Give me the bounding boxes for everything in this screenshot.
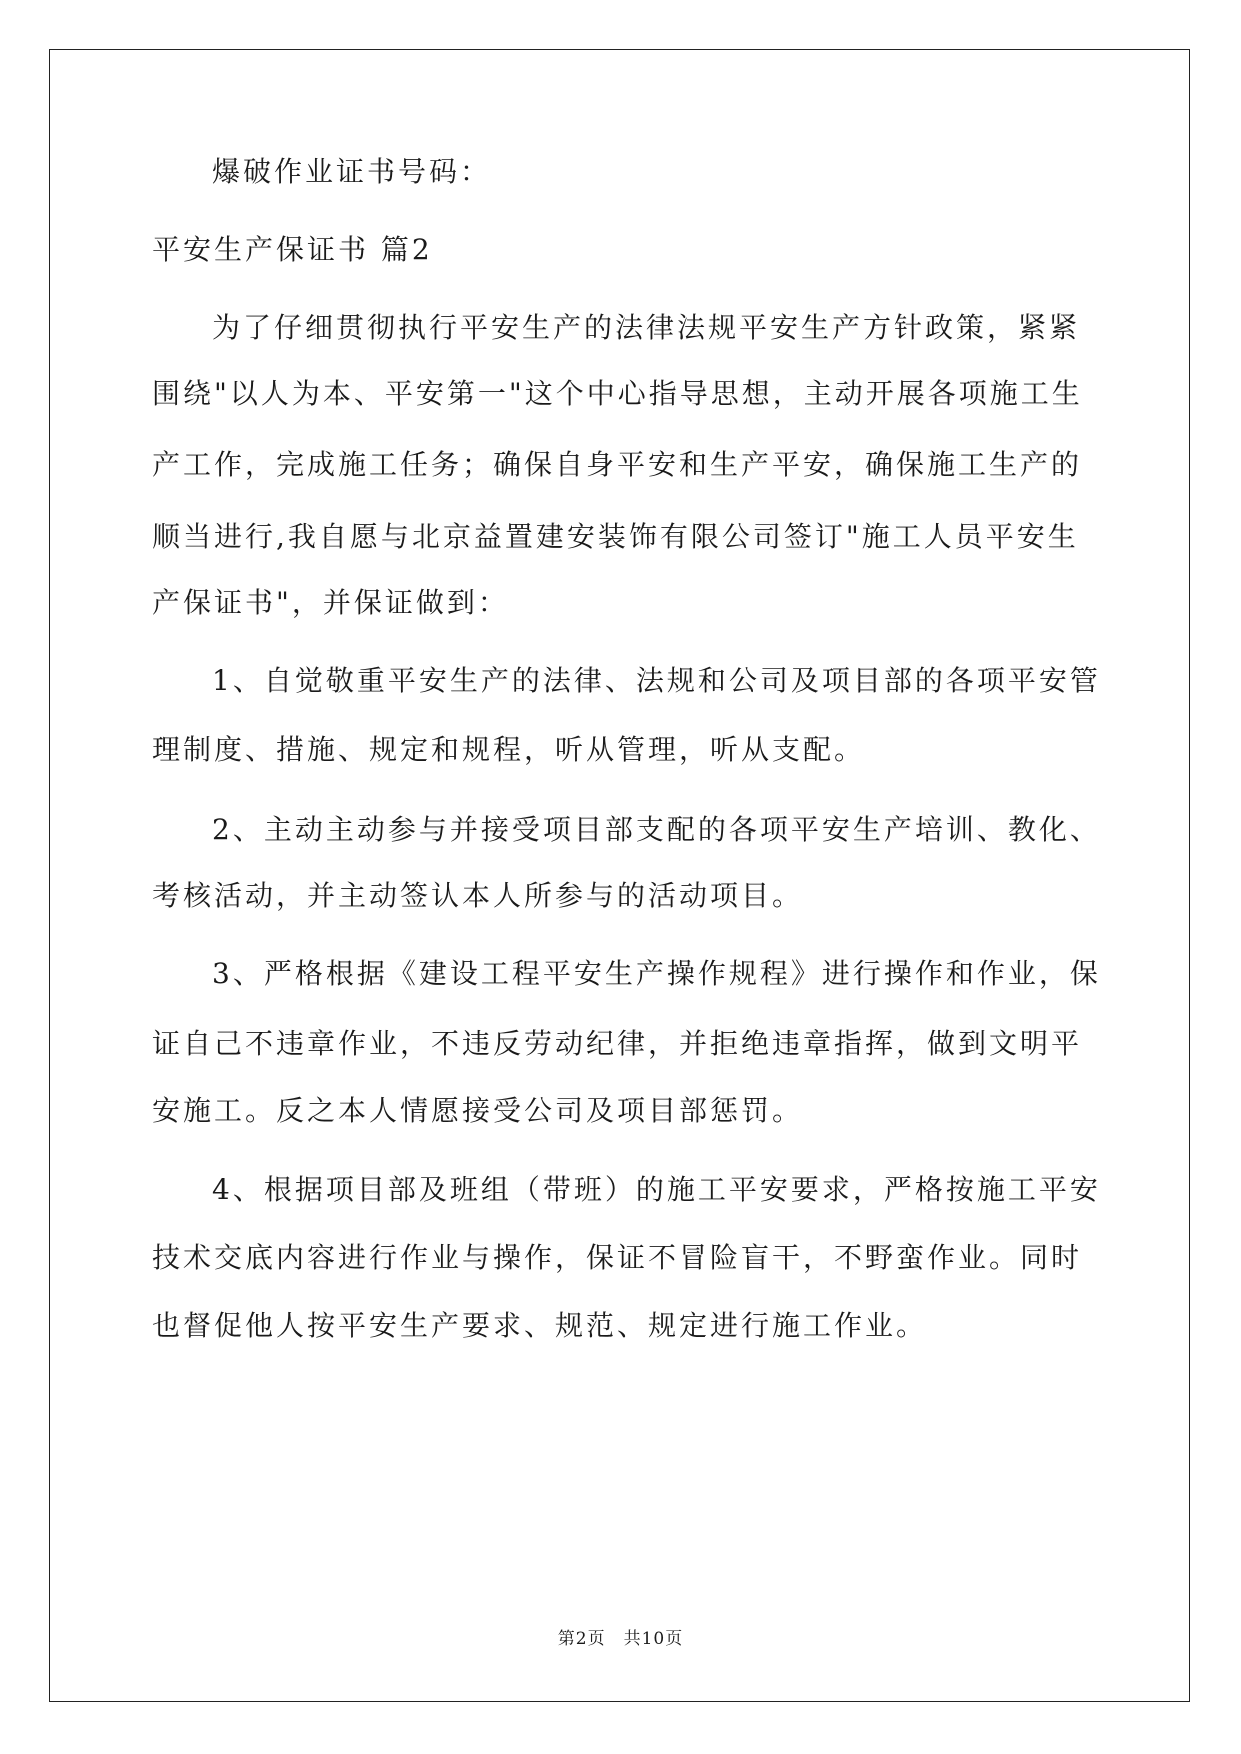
text-line: 1、自觉敬重平安生产的法律、法规和公司及项目部的各项平安管	[212, 664, 1101, 697]
text-line: 2、主动主动参与并接受项目部支配的各项平安生产培训、教化、	[212, 813, 1101, 846]
text-line: 技术交底内容进行作业与操作，保证不冒险盲干，不野蛮作业。同时	[152, 1241, 1083, 1274]
section-heading: 平安生产保证书 篇2	[152, 233, 433, 266]
text-line: 产保证书"，并保证做到：	[152, 586, 509, 619]
text-line: 4、根据项目部及班组（带班）的施工平安要求，严格按施工平安	[212, 1173, 1101, 1206]
text-line: 为了仔细贯彻执行平安生产的法律法规平安生产方针政策，紧紧	[212, 311, 1081, 344]
text-line: 围绕"以人为本、平安第一"这个中心指导思想，主动开展各项施工生	[152, 377, 1083, 410]
text-line: 考核活动，并主动签认本人所参与的活动项目。	[152, 879, 804, 912]
text-line: 理制度、措施、规定和规程，听从管理，听从支配。	[152, 733, 866, 766]
text-line: 产工作，完成施工任务；确保自身平安和生产平安，确保施工生产的	[152, 448, 1083, 481]
text-line: 也督促他人按平安生产要求、规范、规定进行施工作业。	[152, 1309, 928, 1342]
text-line: 安施工。反之本人情愿接受公司及项目部惩罚。	[152, 1094, 804, 1127]
text-line-certificate-number: 爆破作业证书号码：	[212, 155, 492, 188]
text-line: 证自己不违章作业，不违反劳动纪律，并拒绝违章指挥，做到文明平	[152, 1027, 1083, 1060]
text-line: 3、严格根据《建设工程平安生产操作规程》进行操作和作业，保	[212, 957, 1101, 990]
text-line: 顺当进行,我自愿与北京益置建安装饰有限公司签订"施工人员平安生	[152, 520, 1079, 553]
page-number-footer: 第2页 共10页	[557, 1629, 684, 1649]
